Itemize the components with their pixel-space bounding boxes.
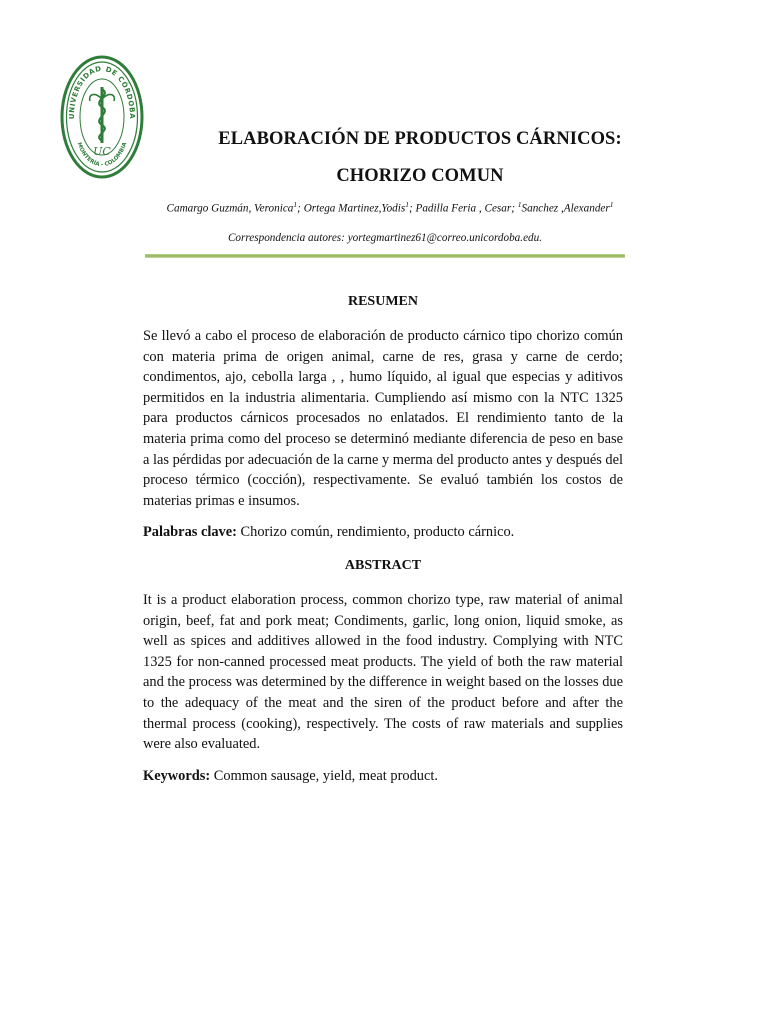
author-4: Sanchez ,Alexander	[521, 202, 610, 215]
keywords	[143, 768, 623, 785]
header-divider	[145, 254, 625, 258]
author-4-affiliation: 1	[609, 200, 614, 209]
palabras-clave-label: Palabras clave:	[143, 524, 237, 540]
author-separator: ;	[511, 202, 518, 215]
paper-title-line-1: ELABORACIÓN DE PRODUCTOS CÁRNICOS:	[218, 129, 622, 149]
paper-title-line-2: CHORIZO COMUN	[336, 166, 504, 186]
author-1-affiliation: 1	[293, 200, 298, 209]
author-2: Ortega Martinez,Yodis	[303, 202, 406, 215]
author-separator: ;	[297, 202, 304, 215]
author-3: Padilla Feria , Cesar	[415, 202, 512, 215]
resumen-heading: RESUMEN	[347, 294, 418, 309]
author-list	[110, 200, 670, 215]
author-1: Camargo Guzmán, Veronica	[166, 202, 294, 215]
palabras-clave-values: Chorizo común, rendimiento, producto cárnico.	[236, 524, 515, 540]
author-4-pre-affiliation: 1	[517, 200, 522, 209]
resumen-paragraph: Se llevó a cabo el proceso de elaboración de producto cárnico tipo chorizo común con materia prima de origen animal, carne de res, grasa y carne de cerdo; condimentos, ajo, cebolla larga , , humo líquido, al igual que especias y aditivos permitidos en la industria alimentaria. Cumpliendo así mismo con la NTC 1325 para productos cárnicos procesados no enlatados. El rendimiento tanto de la materia prima como del proceso se determinó mediante diferencia de peso en base a las pérdidas por adecuación de la carne y merma del producto antes y después del proceso térmico (cocción), respectivamente. Se evaluó también los costos de materias primas e insumos.	[143, 328, 623, 509]
keywords-values: Common sausage, yield, meat product.	[210, 768, 438, 784]
palabras-clave	[143, 524, 623, 541]
author-2-affiliation: 1	[405, 200, 409, 209]
abstract-heading: ABSTRACT	[344, 558, 422, 573]
author-separator: ;	[408, 202, 416, 215]
university-seal-logo	[60, 55, 144, 179]
abstract-paragraph: It is a product elaboration process, common chorizo type, raw material of animal origin, beef, fat and pork meat; Condiments, garlic, long onion, liquid smoke, as well as spices and additives allowed in the food industry. Complying with NTC 1325 for non-canned processed meat products. The yield of both the raw material and the process was determined by the difference in weight based on the losses due to the adequacy of the meat and the siren of the product before and after the thermal process (cooking), respectively. The costs of raw materials and supplies were also evaluated.	[143, 592, 623, 753]
seal-bottom-text: MONTERÍA - COLOMBIA	[75, 141, 129, 169]
seal-monogram: UC	[93, 145, 111, 158]
seal-top-text: UNIVERSIDAD DE CÓRDOBA	[67, 64, 137, 120]
keywords-label: Keywords:	[143, 768, 211, 784]
correspondence-line: Correspondencia autores: yortegmartinez61@correo.unicordoba.edu.	[227, 232, 543, 244]
